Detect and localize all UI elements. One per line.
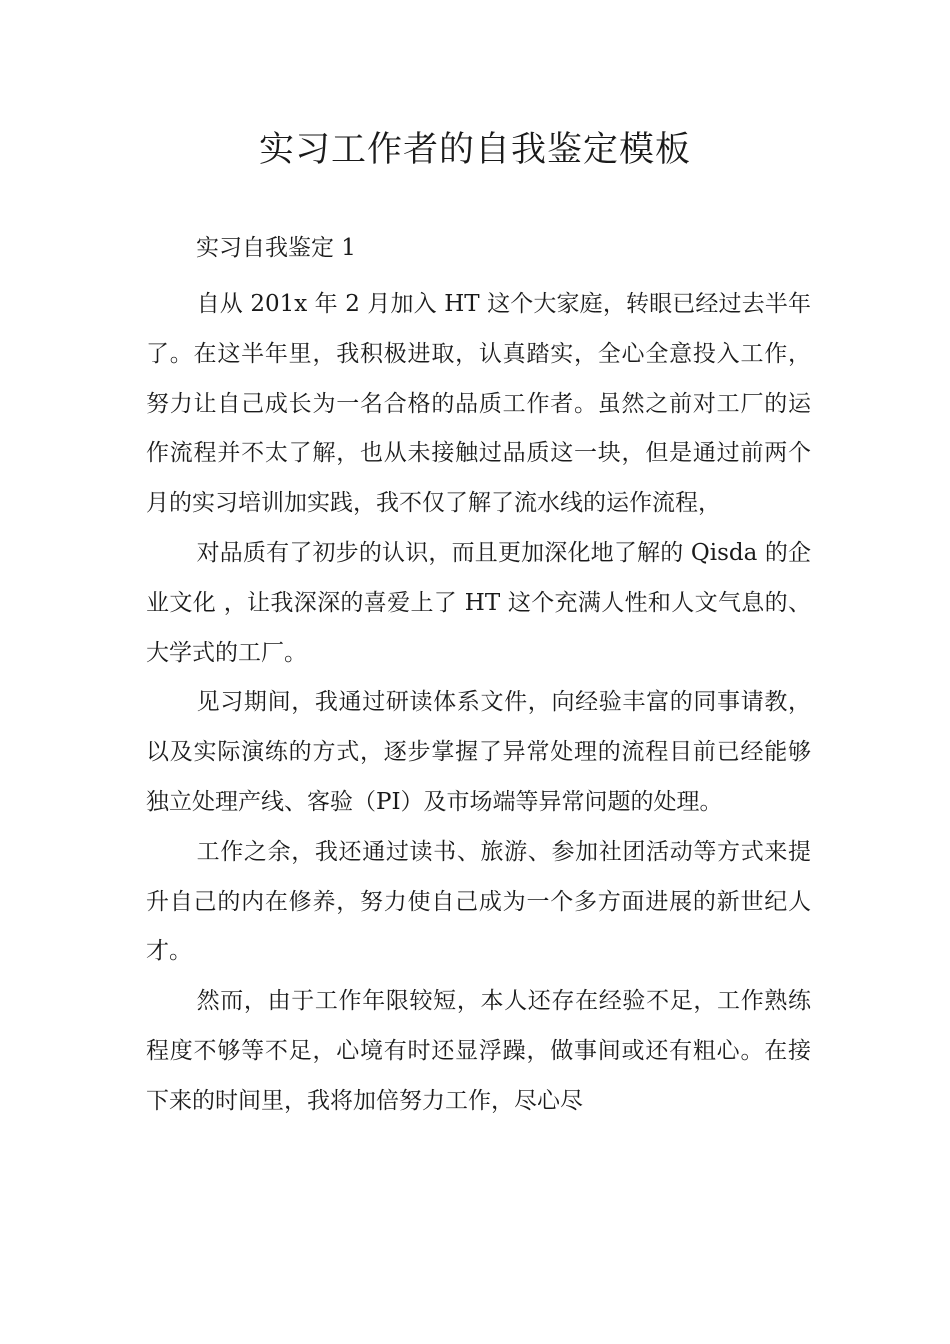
document-title: 实习工作者的自我鉴定模板	[258, 130, 691, 170]
paragraph-4: 工作之余，我还通过读书、旅游、参加社团活动等方式来提升自己的内在修养，努力使自己成为一个多方面进展的新世纪人才。	[146, 838, 811, 965]
section-heading: 实习自我鉴定 1	[196, 235, 356, 261]
paragraph-2: 对品质有了初步的认识，而且更加深化地了解的 Qisda 的企业文化 ，让我深深的喜爱上了 HT 这个充满人性和人文气息的、大学式的工厂。	[146, 539, 811, 666]
document-body	[146, 280, 811, 1127]
paragraph-1: 自从 201x 年 2 月加入 HT 这个大家庭，转眼已经过去半年了。在这半年里，我积极进取，认真踏实，全心全意投入工作，努力让自己成长为一名合格的品质工作者。虽然之前对工厂的运作流程并不太了解，也从未接触过品质这一块，但是通过前两个月的实习培训加实践，我不仅了解了流水线的运作流程，	[146, 291, 811, 517]
paragraph-3: 见习期间，我通过研读体系文件，向经验丰富的同事请教，以及实际演练的方式，逐步掌握了异常处理的流程目前已经能够独立处理产线、客验（PI）及市场端等异常问题的处理。	[146, 689, 811, 815]
paragraph-5: 然而，由于工作年限较短，本人还存在经验不足，工作熟练程度不够等不足，心境有时还显浮躁，做事间或还有粗心。在接下来的时间里，我将加倍努力工作，尽心尽	[146, 988, 811, 1114]
